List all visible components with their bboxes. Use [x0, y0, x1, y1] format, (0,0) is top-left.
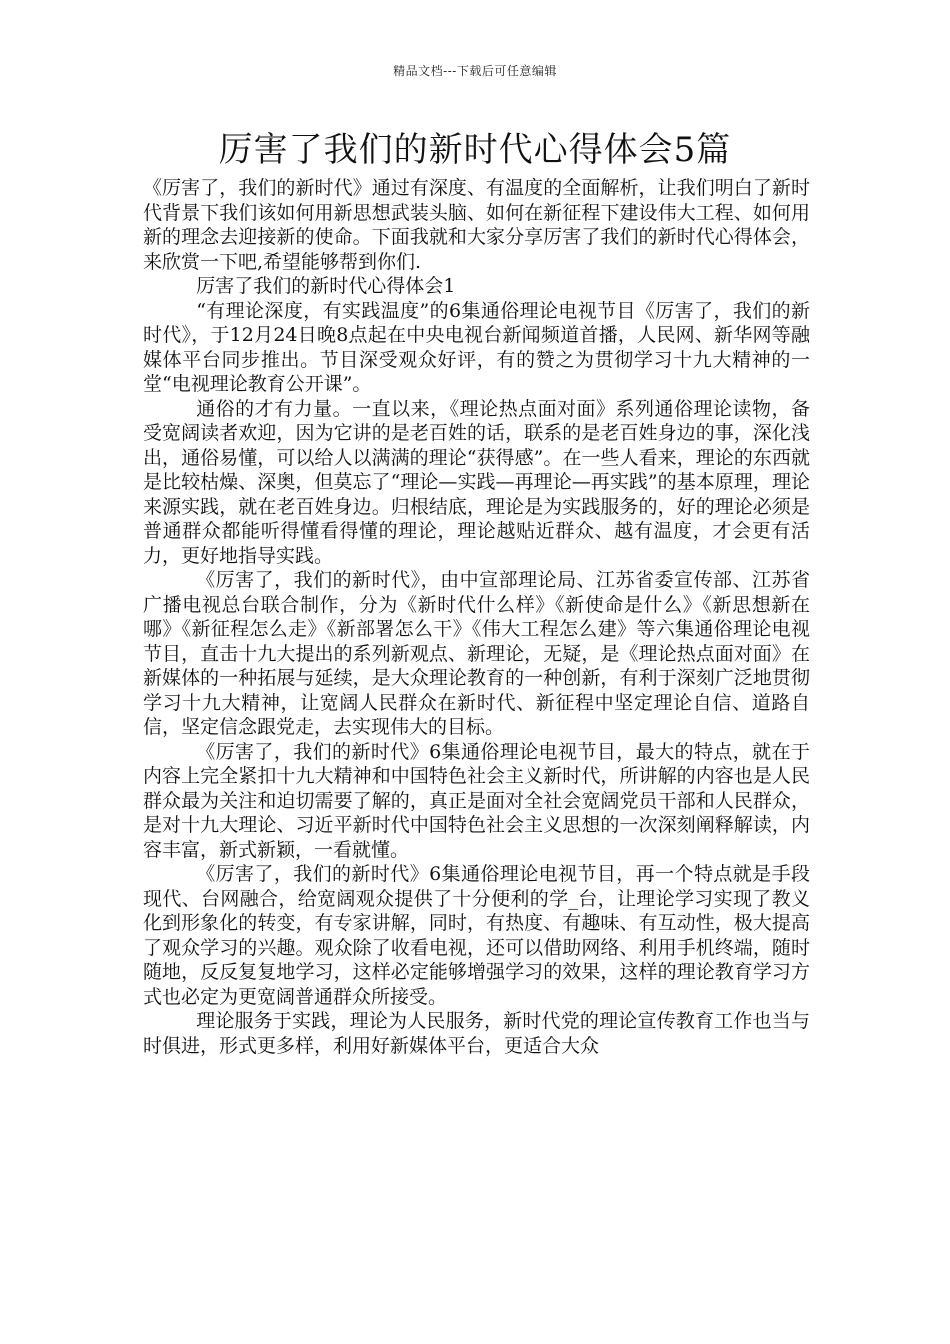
body-paragraph: “有理论深度，有实践温度”的6集通俗理论电视节目《厉害了，我们的新时代》，于12月24日晚8点起在中央电视台新闻频道首播，人民网、新华网等融媒体平台同步推出。节目深受观众好评，有的赞之为贯彻学习十九大精神的一堂“电视理论教育公开课”。: [143, 299, 810, 395]
intro-paragraph: 《厉害了，我们的新时代》通过有深度、有温度的全面解析，让我们明白了新时代背景下我们该如何用新思想武装头脑、如何在新征程下建设伟大工程、如何用新的理念去迎接新的使命。下面我就和大家分享厉害了我们的新时代心得体会，来欣赏一下吧,希望能够帮到你们.: [143, 177, 810, 273]
body-paragraph: 通俗的才有力量。一直以来，《理论热点面对面》系列通俗理论读物，备受宽阔读者欢迎，因为它讲的是老百姓的话，联系的是老百姓身边的事，深化浅出，通俗易懂，可以给人以满满的理论“获得感”。在一些人看来，理论的东西就是比较枯燥、深奥，但莫忘了“理论—实践—再理论—再实践”的基本原理，理论来源实践，就在老百姓身边。归根结底，理论是为实践服务的，好的理论必须是普通群众都能听得懂看得懂的理论，理论越贴近群众、越有温度，才会更有活力，更好地指导实践。: [143, 397, 810, 567]
page-header-note: 精品文档---下载后可任意编辑: [393, 64, 557, 78]
body-paragraph: 《厉害了，我们的新时代》6集通俗理论电视节目，再一个特点就是手段现代、台网融合，给宽阔观众提供了十分便利的学_台，让理论学习实现了教义化到形象化的转变，有专家讲解，同时，有热度、有趣味、有互动性，极大提高了观众学习的兴趣。观众除了收看电视，还可以借助网络、利用手机终端，随时随地，反反复复地学习，这样必定能够增强学习的效果，这样的理论教育学习方式也必定为更宽阔普通群众所接受。: [143, 863, 810, 1008]
section-heading: 厉害了我们的新时代心得体会1: [196, 275, 456, 297]
document-body: [143, 176, 810, 1058]
body-paragraph: 理论服务于实践，理论为人民服务，新时代党的理论宣传教育工作也当与时俱进，形式更多样，利用好新媒体平台，更适合大众: [143, 1010, 810, 1057]
body-paragraph: 《厉害了，我们的新时代》，由中宣部理论局、江苏省委宣传部、江苏省广播电视总台联合制作，分为《新时代什么样》《新使命是什么》《新思想新在哪》《新征程怎么走》《新部署怎么干》《伟大工程怎么建》等六集通俗理论电视节目，直击十九大提出的系列新观点、新理论，无疑，是《理论热点面对面》在新媒体的一种拓展与延续，是大众理论教育的一种创新，有利于深刻广泛地贯彻学习十九大精神，让宽阔人民群众在新时代、新征程中坚定理论自信、道路自信，坚定信念跟党走，去实现伟大的目标。: [143, 569, 810, 738]
document-title: 厉害了我们的新时代心得体会5篇: [218, 130, 732, 170]
body-paragraph: 《厉害了，我们的新时代》6集通俗理论电视节目，最大的特点，就在于内容上完全紧扣十九大精神和中国特色社会主义新时代，所讲解的内容也是人民群众最为关注和迫切需要了解的，真正是面对全社会宽阔党员干部和人民群众，是对十九大理论、习近平新时代中国特色社会主义思想的一次深刻阐释解读，内容丰富，新式新颖，一看就懂。: [143, 740, 810, 861]
